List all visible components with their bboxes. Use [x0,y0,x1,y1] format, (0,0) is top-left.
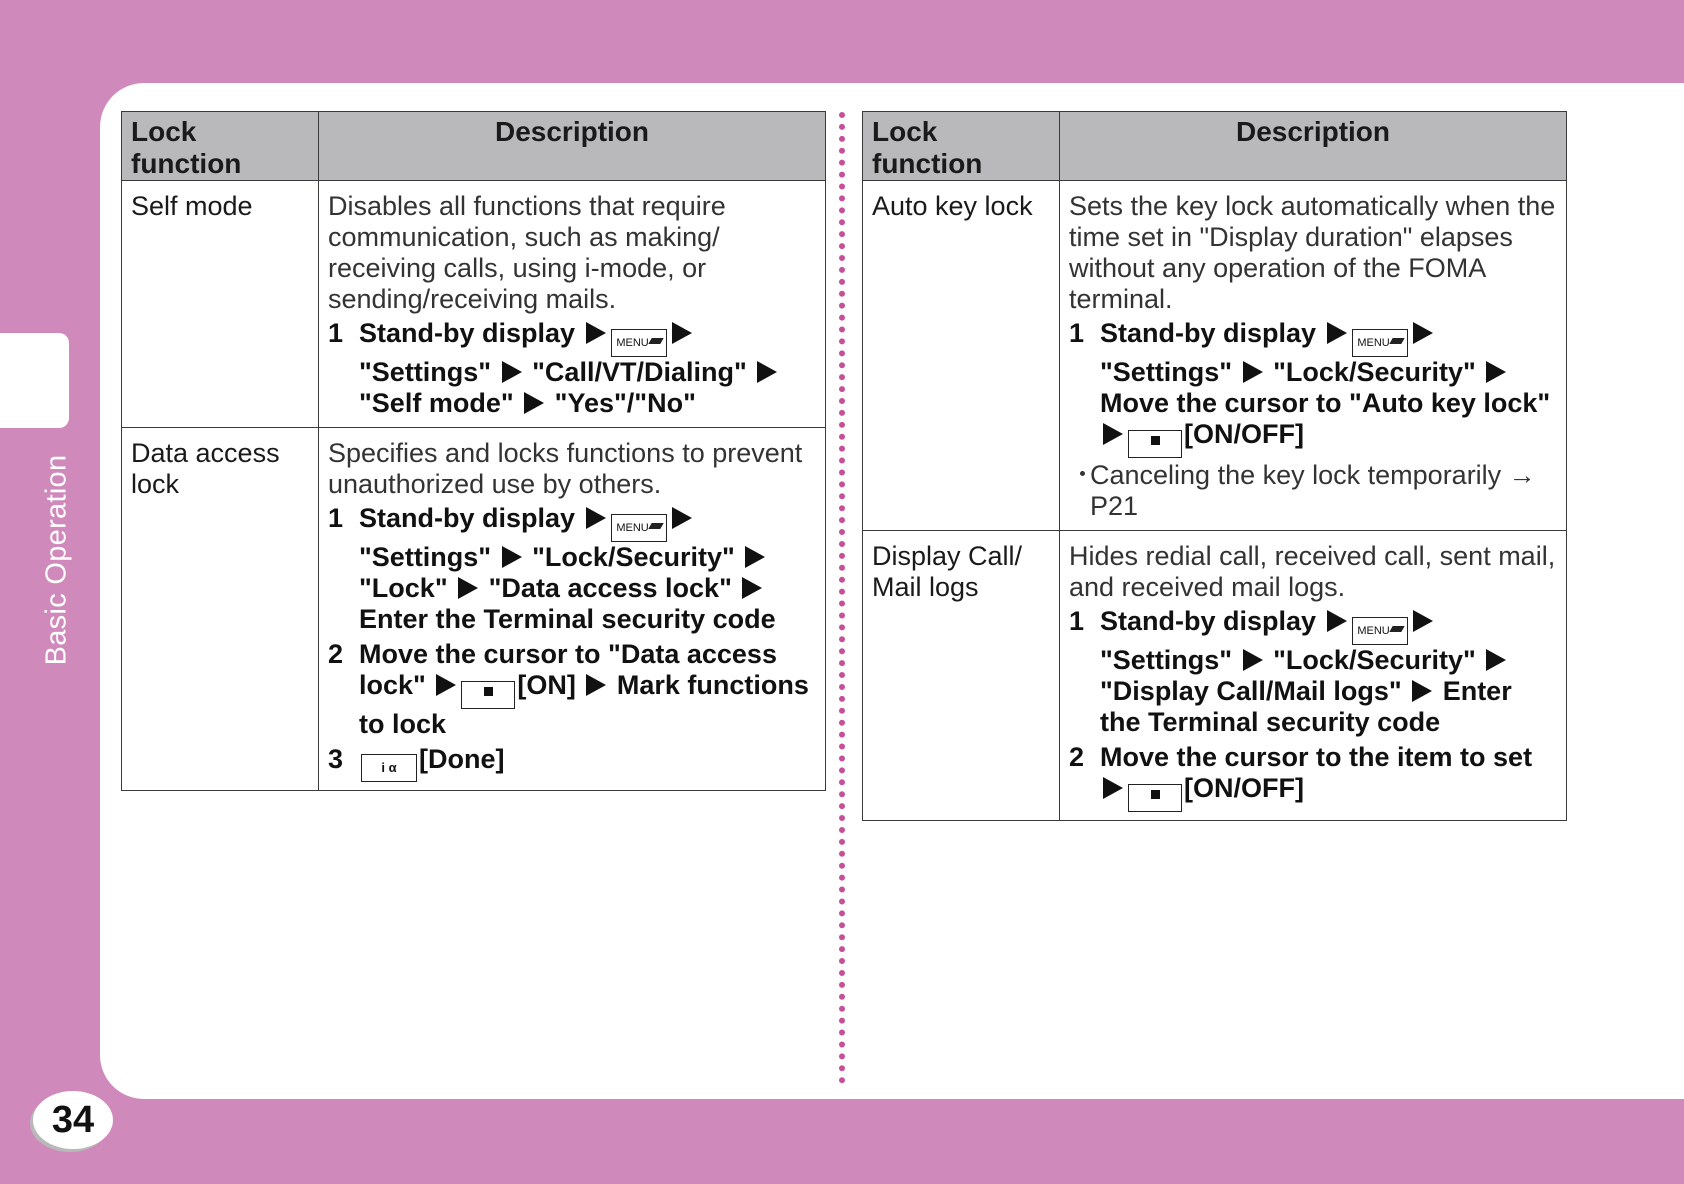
page-number: 34 [33,1091,113,1149]
center-key-icon [1128,430,1182,458]
step-number: 1 [1069,606,1085,636]
step-text: "Lock/Security" [524,542,743,572]
lock-function-description [1060,181,1567,531]
step-text: "Lock/Security" [1265,645,1484,675]
triangle-right-icon [672,507,692,529]
step-text: [ON/OFF] [1184,419,1304,449]
step-body [359,639,817,740]
triangle-right-icon [1243,361,1263,383]
step-number: 2 [328,639,344,669]
lock-function-description [319,181,826,428]
description-text: Hides redial call, received call, sent mail, and received mail logs. [1069,541,1556,602]
procedure-step [1069,606,1558,738]
header-description: Description [1060,112,1567,181]
table-row [863,531,1567,821]
triangle-right-icon [502,546,522,568]
step-number: 1 [328,503,344,533]
lock-function-name: Data access lock [122,428,319,791]
column-divider [839,112,845,1084]
step-text: "Yes"/"No" [547,388,696,418]
header-description: Description [319,112,826,181]
step-text: Stand-by display [359,503,583,533]
step-body [1100,606,1558,738]
description-text: Specifies and locks functions to prevent unauthorized use by others. [328,438,803,499]
menu-key-label: MENU [616,337,649,349]
procedure-step [328,639,817,740]
menu-key-icon [1352,617,1408,645]
section-side-label: Basic Operation [40,454,73,666]
step-text: "Settings" [1100,357,1240,387]
step-number: 1 [328,318,344,348]
step-text: "Data access lock" [481,573,740,603]
step-body [359,318,817,419]
step-body [1100,742,1558,812]
procedure-step [328,503,817,635]
description-text: Sets the key lock automatically when the time set in "Display duration" elapses without any operation of the FOMA terminal. [1069,191,1556,314]
lock-function-description [319,428,826,791]
header-lock-function: Lock function [863,112,1060,181]
note-text: Canceling the key lock temporarily → P21 [1090,460,1536,521]
step-text: Stand-by display [1100,318,1324,348]
procedure-steps [328,318,817,419]
lock-function-table-left [121,111,826,791]
step-text: Stand-by display [359,318,583,348]
step-text: [ON] [517,670,584,700]
table-row [122,428,826,791]
triangle-right-icon [1327,322,1347,344]
reference-note [1069,460,1558,522]
procedure-step [1069,318,1558,458]
step-text: [Done] [419,744,505,774]
step-number: 2 [1069,742,1085,772]
description-text: Disables all functions that require communication, such as making/ receiving calls, using i-mode, or sending/receiving mails. [328,191,726,314]
triangle-right-icon [742,577,762,599]
side-index-tab [0,333,69,428]
center-key-square [484,687,493,696]
center-key-icon [461,681,515,709]
step-text: Move the cursor to "Data access lock" [359,639,777,700]
procedure-step [1069,742,1558,812]
step-number: 3 [328,744,344,774]
table-body [122,181,826,791]
step-text: "Settings" [359,542,499,572]
menu-key-icon [611,329,667,357]
triangle-right-icon [745,546,765,568]
center-key-square [1151,436,1160,445]
center-key-icon [1128,784,1182,812]
table-header-row [863,112,1567,181]
lock-function-name: Display Call/ Mail logs [863,531,1060,821]
lock-function-table-right [862,111,1567,821]
step-number: 1 [1069,318,1085,348]
step-text: "Display Call/Mail logs" [1100,676,1410,706]
triangle-right-icon [1486,361,1506,383]
menu-key-icon [611,514,667,542]
triangle-right-icon [586,322,606,344]
step-text: "Settings" [1100,645,1240,675]
table-body [863,181,1567,821]
triangle-right-icon [586,507,606,529]
step-text: Mark functions to lock [359,670,809,739]
step-text: "Self mode" [359,388,522,418]
header-lock-function: Lock function [122,112,319,181]
lock-function-name: Self mode [122,181,319,428]
note-bullet: ・ [1069,460,1096,490]
step-text: Move the cursor to the item to set [1100,742,1533,772]
lock-function-name: Auto key lock [863,181,1060,531]
step-body [359,744,817,782]
step-text: Move the cursor to "Auto key lock" [1100,388,1551,418]
triangle-right-icon [1413,610,1433,632]
triangle-right-icon [586,674,606,696]
triangle-right-icon [757,361,777,383]
triangle-right-icon [1413,322,1433,344]
step-body [359,503,817,635]
procedure-step [328,318,817,419]
table-header-row [122,112,826,181]
menu-key-label: MENU [1357,625,1390,637]
triangle-right-icon [1103,777,1123,799]
menu-key-icon [1352,329,1408,357]
triangle-right-icon [436,674,456,696]
triangle-right-icon [1412,680,1432,702]
procedure-steps [328,503,817,782]
center-key-square [1151,790,1160,799]
triangle-right-icon [1243,649,1263,671]
triangle-right-icon [1103,423,1123,445]
step-text: Enter the Terminal security code [359,604,776,634]
table-row [122,181,826,428]
triangle-right-icon [458,577,478,599]
triangle-right-icon [502,361,522,383]
step-text: Enter the Terminal security code [1100,676,1512,737]
procedure-steps [1069,606,1558,812]
step-text: [ON/OFF] [1184,773,1304,803]
menu-key-label: MENU [1357,337,1390,349]
step-body [1100,318,1558,458]
i-mode-key-icon: i α [361,754,417,782]
triangle-right-icon [1486,649,1506,671]
procedure-steps [1069,318,1558,458]
lock-function-description [1060,531,1567,821]
triangle-right-icon [524,392,544,414]
step-text: "Call/VT/Dialing" [524,357,755,387]
step-text: "Lock" [359,573,456,603]
procedure-step [328,744,817,782]
step-text: "Settings" [359,357,499,387]
triangle-right-icon [1327,610,1347,632]
step-text: "Lock/Security" [1265,357,1484,387]
menu-key-label: MENU [616,522,649,534]
triangle-right-icon [672,322,692,344]
table-row [863,181,1567,531]
step-text: Stand-by display [1100,606,1324,636]
